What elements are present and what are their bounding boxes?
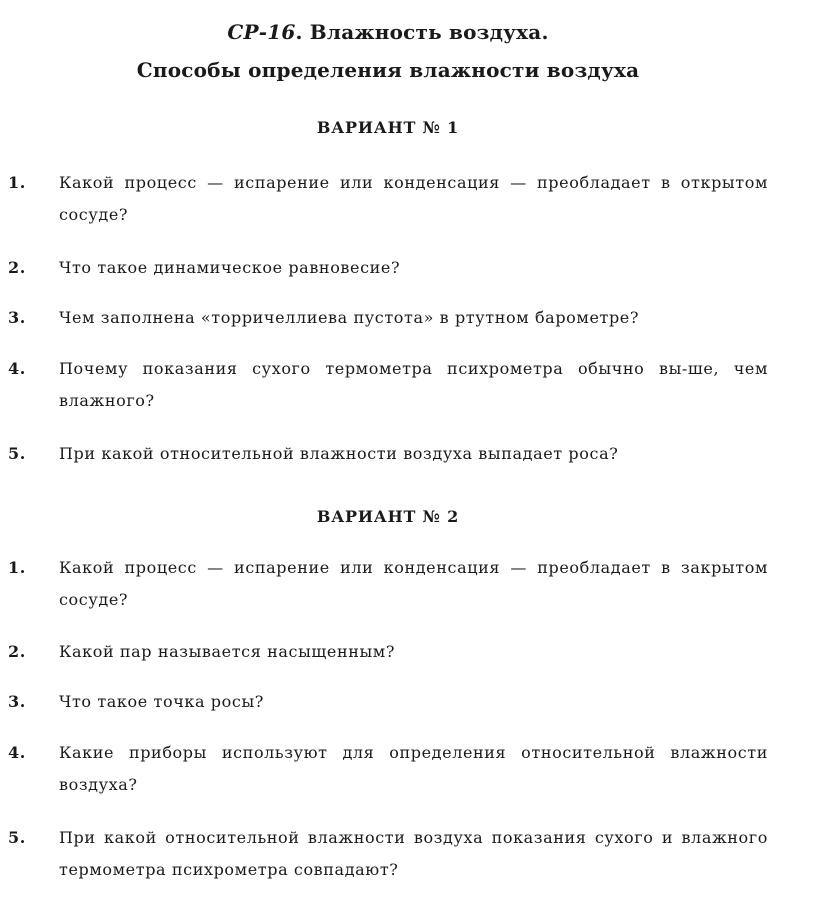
question-text: При какой относительной влажности воздуха выпадает роса? — [59, 444, 619, 463]
question-number: 4. — [8, 743, 26, 762]
question-text: Чем заполнена «торричеллиева пустота» в ртутном барометре? — [59, 308, 640, 327]
variant-1-question-2 — [8, 252, 768, 284]
worksheet-code: СР-16 — [227, 20, 296, 44]
question-number: 5. — [8, 444, 26, 463]
question-text: Какие приборы используют для определения относительной влажности воздуха? — [59, 743, 768, 794]
question-number: 3. — [8, 308, 26, 327]
question-text: При какой относительной влажности воздуха показания сухого и влажного термометра психрометра совпадают? — [59, 828, 768, 879]
variant-2-heading: ВАРИАНТ № 2 — [316, 507, 460, 526]
question-number: 3. — [8, 692, 26, 711]
question-text: Какой процесс — испарение или конденсация — преобладает в открытом сосуде? — [59, 173, 768, 224]
question-number: 4. — [8, 359, 26, 378]
question-text: Какой процесс — испарение или конденсация — преобладает в закрытом сосуде? — [59, 558, 768, 609]
question-text: Что такое точка росы? — [59, 692, 264, 711]
variant-2-question-5 — [8, 822, 768, 886]
question-number: 1. — [8, 558, 26, 577]
variant-2-question-3 — [8, 686, 768, 718]
variant-1-question-5 — [8, 438, 768, 470]
question-text: Почему показания сухого термометра психрометра обычно вы-ше, чем влажного? — [59, 359, 768, 410]
question-text: Какой пар называется насыщенным? — [59, 642, 396, 661]
variant-1-question-3 — [8, 302, 768, 334]
variant-2-question-4 — [8, 737, 768, 801]
question-number: 2. — [8, 258, 26, 277]
variant-1-heading: ВАРИАНТ № 1 — [316, 118, 460, 137]
question-number: 2. — [8, 642, 26, 661]
worksheet-title — [0, 20, 776, 44]
question-text: Что такое динамическое равновесие? — [59, 258, 401, 277]
worksheet-title-text: . Влажность воздуха. — [295, 20, 549, 44]
variant-2-question-1 — [8, 552, 768, 616]
worksheet-subtitle: Способы определения влажности воздуха — [136, 58, 640, 82]
question-number: 5. — [8, 828, 26, 847]
variant-1-question-4 — [8, 353, 768, 417]
variant-2-question-2 — [8, 636, 768, 668]
variant-1-question-1 — [8, 167, 768, 231]
question-number: 1. — [8, 173, 26, 192]
